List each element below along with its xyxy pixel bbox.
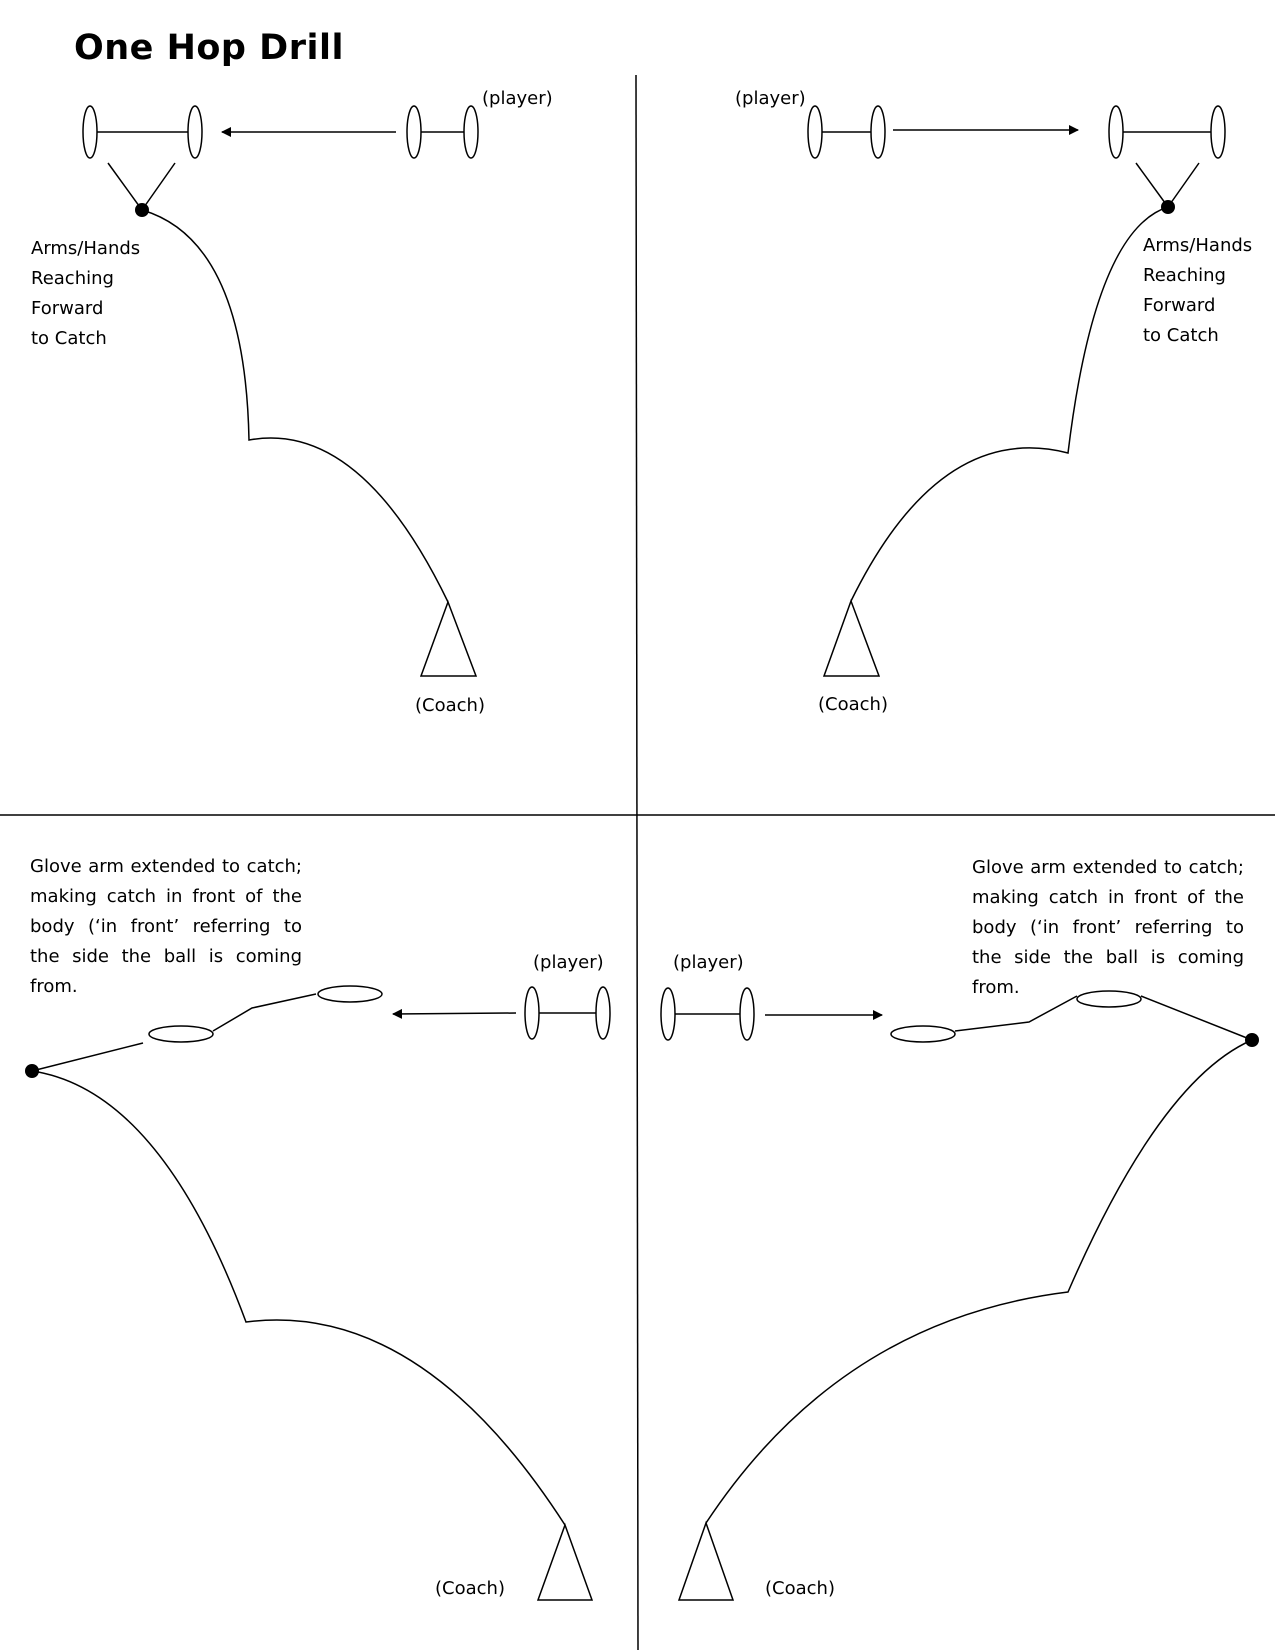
player-label: (player) [482, 88, 553, 109]
ball-trajectory [32, 1071, 565, 1525]
quadrant-bottom-right [661, 988, 1259, 1600]
coach-triangle-icon [421, 602, 476, 676]
coach-triangle-icon [538, 1525, 592, 1600]
ball-trajectory [706, 1040, 1252, 1523]
ball-trajectory [851, 207, 1168, 601]
player-stance-icon [407, 106, 478, 158]
coach-label: (Coach) [818, 694, 888, 715]
player-label: (player) [735, 88, 806, 109]
note-line: Reaching [31, 268, 114, 289]
glove-arm-note: Glove arm extended to catch; making catch in front of the body (‘in front’ referring to the side the ball is coming from. [30, 856, 302, 997]
page-title: One Hop Drill [74, 28, 344, 68]
arm-left-line [1136, 163, 1168, 207]
divider-vertical [636, 75, 638, 1650]
coach-triangle-icon [679, 1523, 733, 1600]
ball-trajectory [142, 210, 448, 602]
fielder-stance-icon [1109, 106, 1225, 158]
note-line: Reaching [1143, 265, 1226, 286]
player-label: (player) [673, 952, 744, 973]
arm-left-line [108, 163, 142, 210]
quadrant-top-left [83, 106, 478, 676]
arm-right-line [1168, 163, 1199, 207]
quadrant-bottom-left [25, 986, 610, 1600]
note-line: Forward [31, 298, 104, 319]
player-label: (player) [533, 952, 604, 973]
coach-label: (Coach) [415, 695, 485, 716]
player-stance-icon [661, 988, 754, 1040]
coach-triangle-icon [824, 601, 879, 676]
coach-label: (Coach) [765, 1578, 835, 1599]
quadrant-top-right [808, 106, 1225, 676]
player-stance-icon [808, 106, 885, 158]
arm-right-line [142, 163, 175, 210]
note-line: Arms/Hands [31, 238, 141, 259]
player-stance-icon [525, 987, 610, 1039]
arms-hands-note [31, 234, 140, 354]
note-line: Forward [1143, 295, 1216, 316]
coach-label: (Coach) [435, 1578, 505, 1599]
fielder-stance-icon [83, 106, 202, 158]
note-line: to Catch [1143, 325, 1219, 346]
movement-arrow [393, 1013, 516, 1014]
glove-arm-note: Glove arm extended to catch; making catch in front of the body (‘in front’ referring to the side the ball is coming from. [972, 857, 1244, 998]
note-line: to Catch [31, 328, 107, 349]
note-line: Arms/Hands [1143, 235, 1253, 256]
arms-hands-note [1143, 231, 1252, 351]
